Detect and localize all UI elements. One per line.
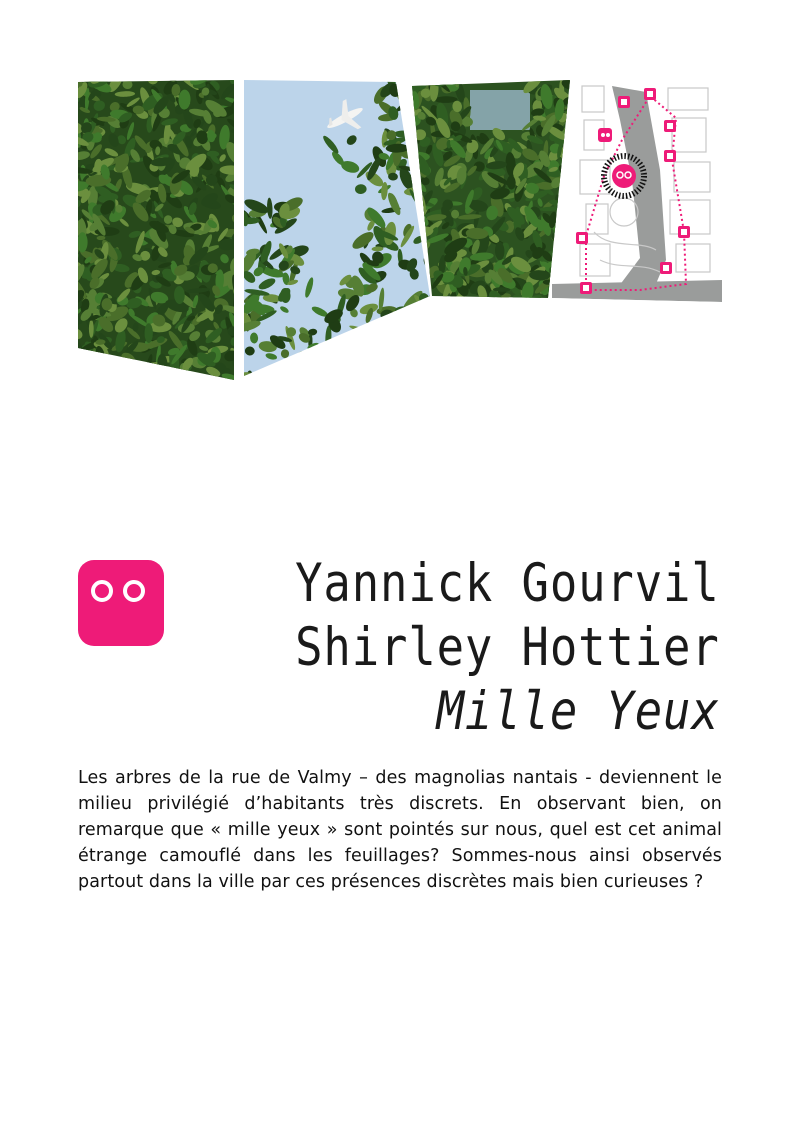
leaf-shape bbox=[77, 350, 102, 373]
work-title: Mille Yeux bbox=[436, 681, 720, 742]
leaf-shape bbox=[398, 78, 413, 102]
leaf-shape bbox=[394, 333, 400, 348]
leaf-shape bbox=[68, 330, 79, 356]
leaf-shape bbox=[187, 373, 196, 391]
leaf-shape bbox=[349, 324, 373, 336]
leaf-shape bbox=[343, 337, 353, 343]
author-name-2: Shirley Hottier bbox=[295, 617, 720, 678]
leaf-shape bbox=[406, 152, 430, 162]
leaf-shape bbox=[66, 225, 80, 239]
leaf-shape bbox=[63, 375, 83, 384]
leaf-shape bbox=[389, 321, 413, 336]
leaf-shape bbox=[335, 356, 353, 369]
leaf-shape bbox=[89, 320, 94, 338]
leaf-shape bbox=[380, 360, 394, 378]
leaf-shape bbox=[416, 339, 428, 350]
leaf-shape bbox=[418, 359, 445, 377]
leaf-shape bbox=[198, 378, 221, 386]
leaf-shape bbox=[151, 377, 169, 394]
leaf-shape bbox=[97, 71, 108, 83]
leaf-shape bbox=[486, 297, 497, 308]
leaf-shape bbox=[410, 142, 417, 163]
leaf-shape bbox=[78, 362, 98, 386]
leaf-shape bbox=[157, 367, 178, 388]
collage-panel-map bbox=[545, 75, 730, 310]
leaf-shape bbox=[401, 357, 414, 367]
leaf-shape bbox=[90, 352, 103, 365]
leaf-shape bbox=[139, 364, 159, 388]
leaf-shape bbox=[305, 373, 325, 387]
eye-icon bbox=[123, 580, 145, 602]
author-name-1: Yannick Gourvil bbox=[295, 553, 720, 614]
photo-collage bbox=[0, 0, 800, 400]
leaf-shape bbox=[225, 73, 239, 80]
leaf-shape bbox=[392, 331, 406, 345]
collage-panel-foliage-1 bbox=[61, 64, 250, 394]
leaf-shape bbox=[71, 314, 76, 326]
leaf-shape bbox=[427, 330, 440, 341]
leaf-shape bbox=[401, 318, 418, 338]
leaf-shape bbox=[204, 376, 217, 387]
leaf-shape bbox=[358, 346, 370, 357]
leaf-shape bbox=[133, 364, 151, 385]
leaf-shape bbox=[378, 359, 392, 373]
description-paragraph: Les arbres de la rue de Valmy – des magnolias nantais - deviennent le milieu privilégié d’habitants très discrets. En observant bien, on remarque que « mille yeux » sont pointés sur nous, quel est cet animal étrange camouflé dans les feuillages? Sommes-nous ainsi observés partout dans la ville par ces présences discrètes mais bien curieuses ? bbox=[78, 768, 722, 892]
leaf-shape bbox=[67, 242, 80, 258]
leaf-shape bbox=[432, 298, 443, 309]
leaf-shape bbox=[321, 348, 338, 366]
leaf-shape bbox=[397, 357, 416, 365]
leaf-shape bbox=[76, 350, 91, 371]
leaf-shape bbox=[411, 354, 429, 375]
leaf-shape bbox=[392, 340, 412, 345]
leaf-shape bbox=[353, 344, 370, 368]
leaf-shape bbox=[343, 355, 364, 373]
leaf-shape bbox=[362, 366, 373, 382]
leaf-shape bbox=[315, 376, 329, 395]
leaf-shape bbox=[413, 336, 437, 352]
leaf-shape bbox=[248, 376, 264, 393]
leaf-shape bbox=[399, 371, 416, 391]
leaf-shape bbox=[132, 363, 142, 371]
leaf-shape bbox=[149, 377, 165, 394]
leaf-shape bbox=[77, 355, 93, 371]
leaf-shape bbox=[332, 351, 339, 363]
leaf-shape bbox=[423, 357, 441, 377]
leaf-shape bbox=[125, 364, 140, 382]
leaf-shape bbox=[69, 341, 79, 359]
leaf-shape bbox=[90, 364, 115, 376]
leaf-shape bbox=[79, 350, 91, 360]
leaf-shape bbox=[64, 223, 81, 232]
leaf-shape bbox=[379, 349, 392, 369]
leaf-shape bbox=[71, 351, 85, 374]
leaf-shape bbox=[292, 375, 311, 387]
leaf-shape bbox=[356, 361, 381, 379]
leaf-shape bbox=[116, 372, 131, 385]
collage-panel-sky bbox=[235, 64, 445, 394]
leaf-shape bbox=[145, 323, 153, 343]
leaf-shape bbox=[84, 350, 101, 370]
leaf-shape bbox=[404, 362, 417, 382]
leaf-shape bbox=[82, 354, 99, 373]
leaf-shape bbox=[412, 332, 425, 345]
leaf-shape bbox=[270, 377, 292, 392]
eye-icon bbox=[91, 580, 113, 602]
title-block bbox=[226, 552, 720, 744]
leaf-shape bbox=[398, 83, 414, 99]
two-eyes-logo bbox=[78, 560, 164, 646]
leaf-shape bbox=[366, 360, 387, 385]
leaf-shape bbox=[114, 360, 121, 382]
leaf-shape bbox=[384, 377, 399, 390]
leaf-shape bbox=[113, 70, 122, 82]
leaf-shape bbox=[150, 367, 162, 379]
leaf-shape bbox=[362, 357, 383, 372]
leaf-shape bbox=[329, 374, 354, 392]
leaf-shape bbox=[137, 367, 155, 391]
leaf-shape bbox=[118, 373, 142, 385]
leaf-shape bbox=[265, 367, 281, 383]
leaf-shape bbox=[395, 317, 407, 326]
